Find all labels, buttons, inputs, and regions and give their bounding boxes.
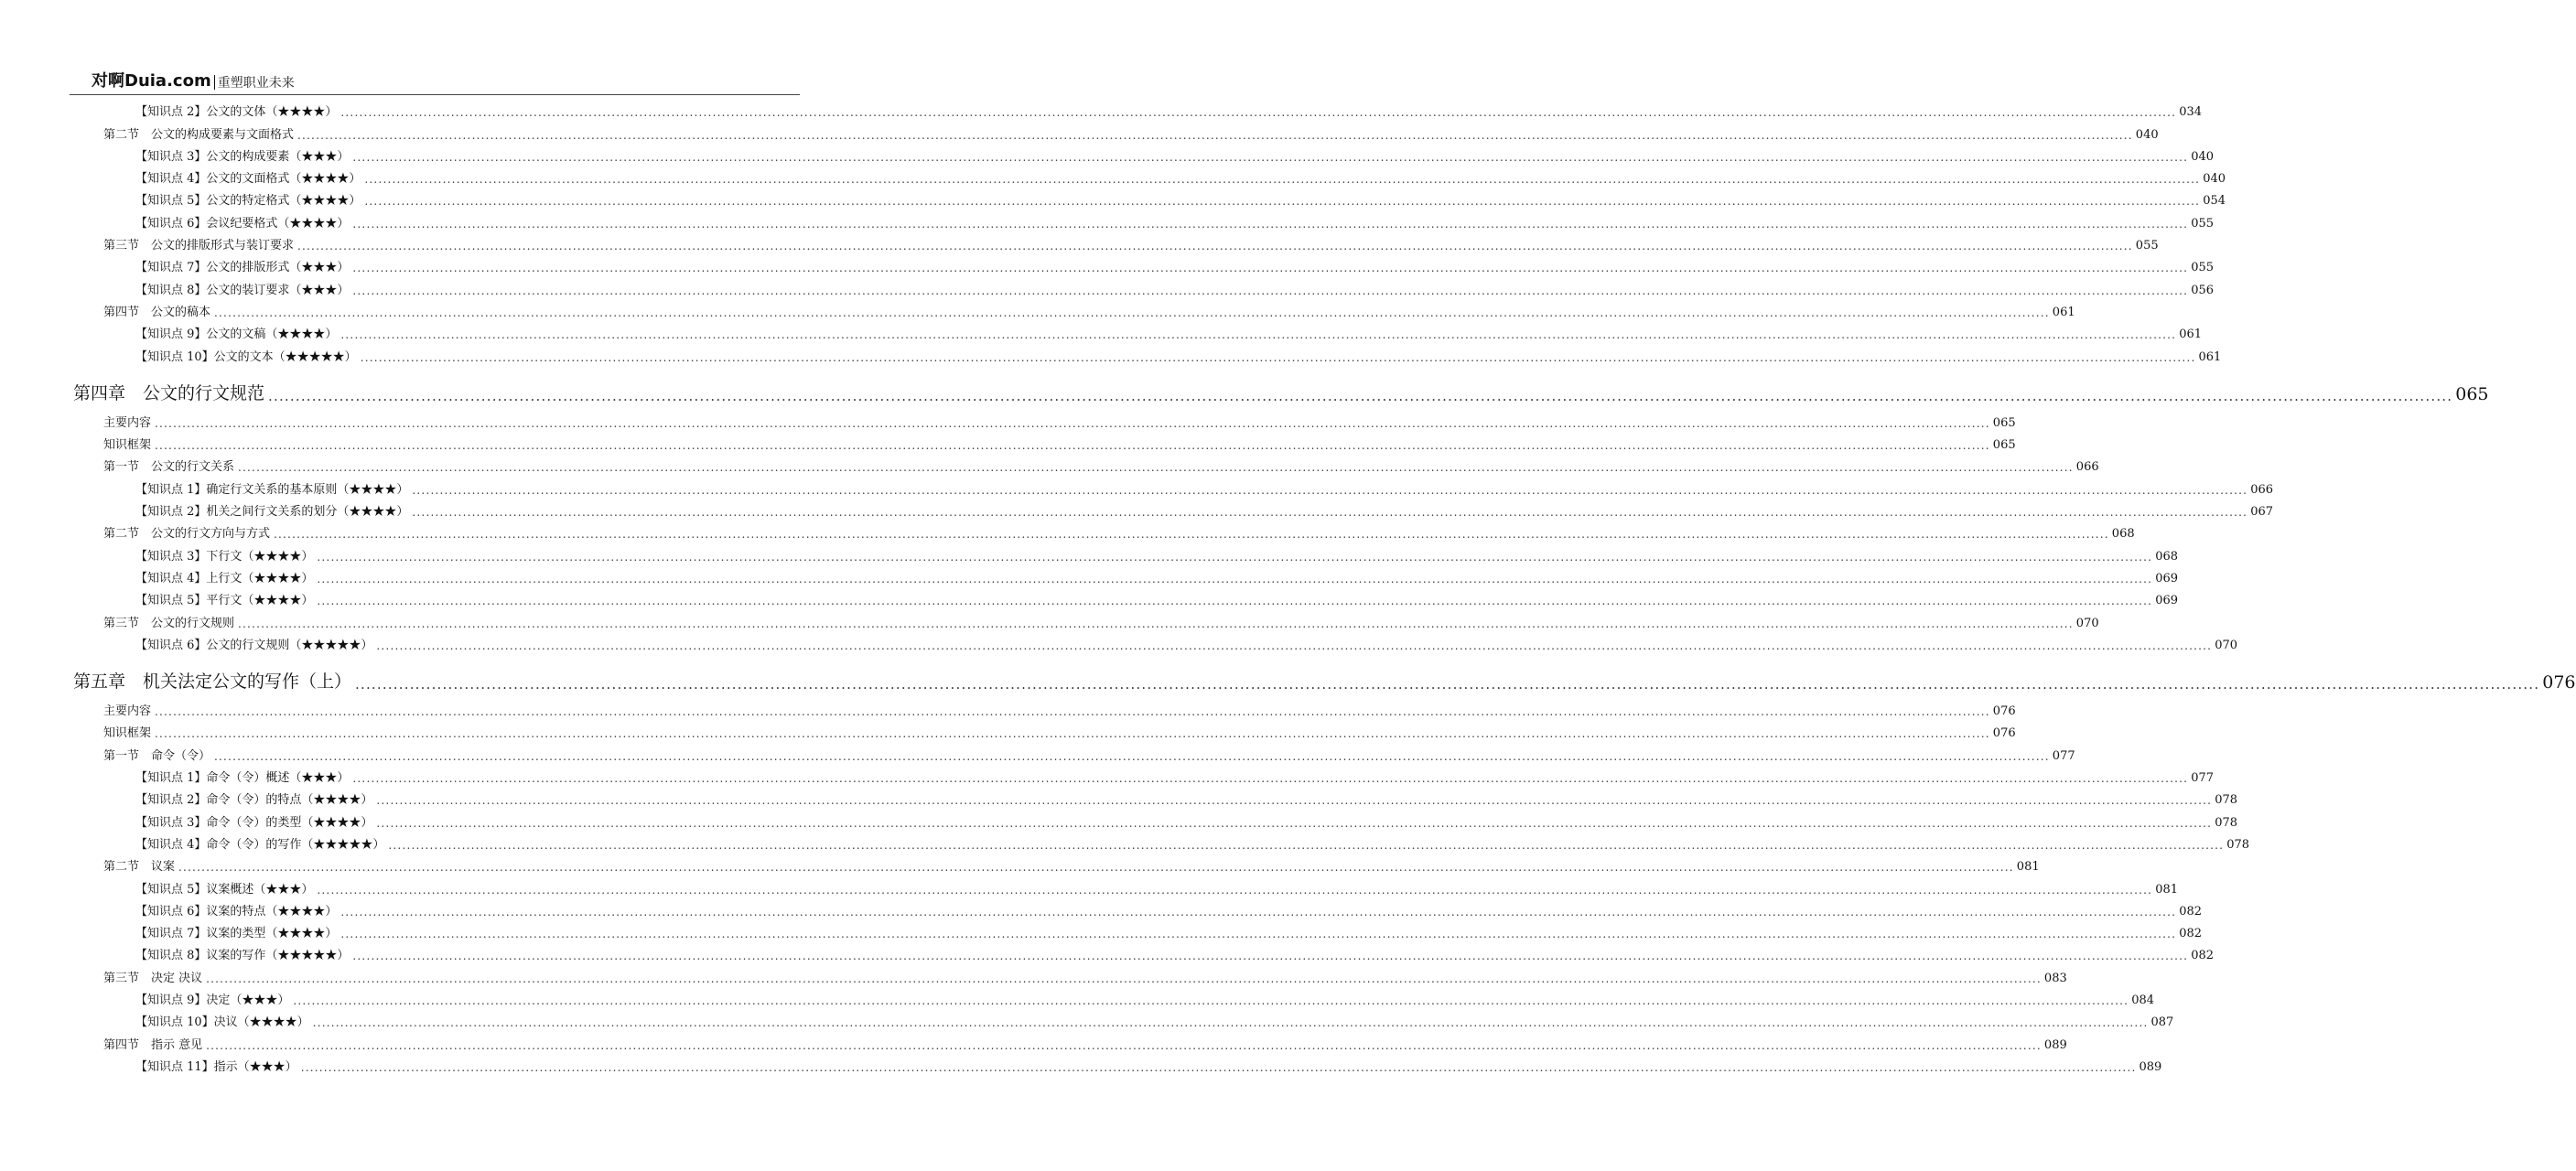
toc-leader-dots: ................................................................................................................................................................................................................................................................................................................................................................................................................ [155,705,1990,719]
toc-entry-title: 第一节 命令（令） [103,748,211,763]
toc-entry-page: 084 [2131,993,2155,1007]
toc-leader-dots: ................................................................................................................................................................................................................................................................................................................................................................................................................ [352,262,2189,275]
toc-entry-title: 第五章 机关法定公文的写作（上） [73,671,352,692]
toc-entry-title: 【知识点 2】公文的文体（★★★★） [135,105,338,120]
toc-leader-dots: ................................................................................................................................................................................................................................................................................................................................................................................................................ [376,639,2213,652]
toc-entry-page: 040 [2203,172,2226,187]
toc-entry-page: 081 [2016,860,2040,875]
toc-entry-point[interactable] [135,940,2215,963]
toc-entry-point[interactable] [135,1007,2174,1030]
toc-entry-title: 主要内容 [103,415,152,430]
toc-entry-point[interactable] [135,252,2215,275]
brand-logo: 对啊Duia.com [92,71,211,91]
toc-entry-title: 知识框架 [103,438,152,453]
toc-leader-dots: ................................................................................................................................................................................................................................................................................................................................................................................................................ [155,439,1990,453]
toc-entry-section[interactable] [103,718,2016,741]
toc-entry-section[interactable] [103,231,2159,253]
toc-entry-section[interactable] [103,452,2099,475]
toc-entry-point[interactable] [135,630,2238,652]
toc-leader-dots: ................................................................................................................................................................................................................................................................................................................................................................................................................ [268,387,2453,404]
toc-entry-page: 067 [2250,505,2274,520]
toc-entry-page: 055 [2191,261,2215,275]
toc-leader-dots: ................................................................................................................................................................................................................................................................................................................................................................................................................ [155,416,1990,430]
toc-entry-point[interactable] [135,897,2203,919]
toc-entry-title: 第三节 公文的排版形式与装订要求 [103,239,295,253]
toc-entry-point[interactable] [135,142,2215,164]
toc-entry-section[interactable] [103,408,2016,430]
toc-entry-point[interactable] [135,919,2203,941]
toc-entry-title: 第一节 公文的行文关系 [103,460,235,475]
toc-entry-page: 070 [2215,638,2238,652]
toc-entry-page: 076 [1992,726,2016,741]
toc-entry-page: 078 [2215,793,2238,808]
toc-entry-page: 077 [2191,771,2215,786]
toc-entry-page: 082 [2179,904,2203,919]
toc-entry-point[interactable] [135,97,2203,120]
toc-entry-section[interactable] [103,696,2016,719]
toc-entry-page: 055 [2191,216,2215,231]
toc-entry-page: 034 [2179,105,2203,120]
toc-leader-dots: ................................................................................................................................................................................................................................................................................................................................................................................................................ [300,1060,2137,1074]
toc-entry-title: 【知识点 2】机关之间行文关系的划分（★★★★） [135,505,409,520]
toc-entry-title: 第二节 议案 [103,860,176,875]
toc-entry-point[interactable] [135,985,2155,1007]
toc-entry-page: 077 [2052,748,2075,763]
toc-entry-point[interactable] [135,319,2203,342]
toc-entry-title: 【知识点 8】议案的写作（★★★★★） [135,949,350,963]
header-separator [214,75,215,90]
toc-entry-page: 065 [2455,383,2489,404]
toc-entry-title: 第四节 指示 意见 [103,1037,203,1052]
toc-leader-dots: ................................................................................................................................................................................................................................................................................................................................................................................................................ [178,861,2014,875]
page-header [92,70,295,91]
toc-leader-dots: ................................................................................................................................................................................................................................................................................................................................................................................................................ [238,461,2074,475]
toc-entry-section[interactable] [103,607,2099,630]
toc-entry-chapter[interactable] [73,660,2576,693]
toc-entry-section[interactable] [103,852,2040,875]
toc-entry-title: 【知识点 1】命令（令）概述（★★★） [135,771,350,786]
toc-entry-section[interactable] [103,297,2075,319]
toc-entry-section[interactable] [103,1029,2067,1052]
toc-leader-dots: ................................................................................................................................................................................................................................................................................................................................................................................................................ [364,195,2201,209]
toc-leader-dots: ................................................................................................................................................................................................................................................................................................................................................................................................................ [412,506,2248,520]
toc-entry-point[interactable] [135,186,2226,209]
header-slogan: 重塑职业未来 [217,76,295,91]
toc-entry-page: 069 [2155,594,2179,608]
toc-entry-page: 076 [1992,704,2016,719]
toc-entry-page: 069 [2155,571,2179,586]
toc-entry-page: 056 [2191,283,2215,297]
toc-entry-section[interactable] [103,119,2159,142]
toc-leader-dots: ................................................................................................................................................................................................................................................................................................................................................................................................................ [360,350,2196,364]
header-rule [70,94,800,95]
toc-entry-point[interactable] [135,564,2179,586]
toc-entry-title: 第二节 公文的行文方向与方式 [103,527,271,542]
toc-entry-title: 第三节 公文的行文规则 [103,616,235,630]
table-of-contents [0,97,2576,1074]
toc-entry-point[interactable] [135,274,2215,297]
toc-entry-point[interactable] [135,474,2274,497]
toc-entry-page: 083 [2043,971,2067,985]
toc-entry-title: 【知识点 4】公文的文面格式（★★★★） [135,172,361,187]
toc-leader-dots: ................................................................................................................................................................................................................................................................................................................................................................................................................ [214,306,2050,319]
toc-entry-point[interactable] [135,763,2215,786]
toc-leader-dots: ................................................................................................................................................................................................................................................................................................................................................................................................................ [340,905,2177,919]
toc-entry-point[interactable] [135,164,2226,187]
toc-entry-title: 【知识点 11】指示（★★★） [135,1059,297,1074]
toc-entry-title: 主要内容 [103,704,152,719]
toc-leader-dots: ................................................................................................................................................................................................................................................................................................................................................................................................................ [297,240,2133,253]
toc-entry-title: 【知识点 4】命令（令）的写作（★★★★★） [135,837,385,852]
toc-leader-dots: ................................................................................................................................................................................................................................................................................................................................................................................................................ [155,727,1990,741]
toc-entry-page: 082 [2179,927,2203,941]
toc-entry-page: 065 [1992,438,2016,453]
toc-entry-page: 089 [2043,1037,2067,1052]
toc-leader-dots: ................................................................................................................................................................................................................................................................................................................................................................................................................ [206,1038,2042,1052]
toc-entry-page: 068 [2155,549,2179,564]
toc-entry-title: 知识框架 [103,726,152,741]
toc-entry-page: 066 [2250,482,2274,497]
toc-leader-dots: ................................................................................................................................................................................................................................................................................................................................................................................................................ [364,173,2201,187]
toc-entry-page: 040 [2135,127,2159,142]
toc-entry-title: 【知识点 7】议案的类型（★★★★） [135,927,338,941]
toc-entry-title: 第四节 公文的稿本 [103,305,211,319]
toc-entry-point[interactable] [135,1052,2162,1074]
toc-entry-point[interactable] [135,497,2274,520]
toc-entry-page: 078 [2215,815,2238,830]
toc-entry-title: 【知识点 3】公文的构成要素（★★★） [135,149,350,164]
toc-entry-point[interactable] [135,874,2179,897]
toc-leader-dots: ................................................................................................................................................................................................................................................................................................................................................................................................................ [340,106,2177,120]
toc-leader-dots: ................................................................................................................................................................................................................................................................................................................................................................................................................ [352,950,2189,963]
toc-leader-dots: ................................................................................................................................................................................................................................................................................................................................................................................................................ [317,550,2153,564]
toc-leader-dots: ................................................................................................................................................................................................................................................................................................................................................................................................................ [352,217,2189,231]
toc-leader-dots: ................................................................................................................................................................................................................................................................................................................................................................................................................ [388,838,2225,852]
toc-leader-dots: ................................................................................................................................................................................................................................................................................................................................................................................................................ [297,128,2133,142]
toc-entry-page: 076 [2542,671,2576,693]
toc-entry-point[interactable] [135,541,2179,564]
toc-entry-section[interactable] [103,962,2067,985]
toc-leader-dots: ................................................................................................................................................................................................................................................................................................................................................................................................................ [312,1016,2149,1030]
toc-entry-page: 089 [2139,1059,2162,1074]
toc-entry-title: 【知识点 2】命令（令）的特点（★★★★） [135,793,373,808]
toc-entry-page: 066 [2075,460,2099,475]
toc-entry-page: 061 [2198,349,2222,364]
toc-entry-title: 【知识点 6】公文的行文规则（★★★★★） [135,638,373,652]
toc-entry-point[interactable] [135,586,2179,608]
toc-leader-dots: ................................................................................................................................................................................................................................................................................................................................................................................................................ [238,617,2074,630]
toc-entry-section[interactable] [103,519,2135,542]
toc-entry-page: 054 [2203,194,2226,209]
toc-leader-dots: ................................................................................................................................................................................................................................................................................................................................................................................................................ [352,284,2189,297]
toc-entry-point[interactable] [135,785,2238,808]
toc-leader-dots: ................................................................................................................................................................................................................................................................................................................................................................................................................ [293,994,2129,1007]
toc-leader-dots: ................................................................................................................................................................................................................................................................................................................................................................................................................ [376,794,2213,808]
toc-leader-dots: ................................................................................................................................................................................................................................................................................................................................................................................................................ [352,772,2189,786]
toc-entry-section[interactable] [103,740,2075,763]
toc-entry-title: 【知识点 4】上行文（★★★★） [135,571,314,586]
toc-entry-point[interactable] [135,830,2250,852]
toc-leader-dots: ................................................................................................................................................................................................................................................................................................................................................................................................................ [412,483,2248,497]
toc-entry-title: 【知识点 10】决议（★★★★） [135,1015,309,1030]
toc-entry-title: 【知识点 10】公文的文本（★★★★★） [135,349,357,364]
toc-entry-point[interactable] [135,208,2215,231]
toc-entry-page: 068 [2111,527,2135,542]
toc-entry-title: 【知识点 3】下行文（★★★★） [135,549,314,564]
toc-entry-title: 【知识点 5】议案概述（★★★） [135,882,314,897]
toc-leader-dots: ................................................................................................................................................................................................................................................................................................................................................................................................................ [340,328,2177,342]
toc-entry-page: 087 [2150,1015,2174,1030]
toc-leader-dots: ................................................................................................................................................................................................................................................................................................................................................................................................................ [352,150,2189,164]
toc-entry-page: 065 [1992,415,2016,430]
toc-entry-page: 070 [2075,616,2099,630]
toc-leader-dots: ................................................................................................................................................................................................................................................................................................................................................................................................................ [376,816,2213,830]
toc-entry-page: 040 [2191,149,2215,164]
toc-leader-dots: ................................................................................................................................................................................................................................................................................................................................................................................................................ [340,928,2177,941]
toc-leader-dots: ................................................................................................................................................................................................................................................................................................................................................................................................................ [206,972,2042,985]
toc-entry-page: 061 [2179,328,2203,342]
toc-entry-chapter[interactable] [73,371,2489,404]
toc-entry-title: 第四章 公文的行文规范 [73,382,265,403]
toc-entry-point[interactable] [135,807,2238,830]
toc-entry-title: 第三节 决定 决议 [103,971,203,985]
toc-entry-title: 【知识点 1】确定行文关系的基本原则（★★★★） [135,482,409,497]
toc-entry-title: 【知识点 6】会议纪要格式（★★★★） [135,216,350,231]
toc-leader-dots: ................................................................................................................................................................................................................................................................................................................................................................................................................ [317,595,2153,608]
toc-leader-dots: ................................................................................................................................................................................................................................................................................................................................................................................................................ [317,883,2153,897]
toc-entry-page: 055 [2135,239,2159,253]
toc-leader-dots: ................................................................................................................................................................................................................................................................................................................................................................................................................ [355,675,2540,693]
toc-entry-title: 【知识点 9】公文的文稿（★★★★） [135,328,338,342]
toc-entry-title: 【知识点 8】公文的装订要求（★★★） [135,283,350,297]
toc-entry-page: 081 [2155,882,2179,897]
toc-entry-title: 【知识点 6】议案的特点（★★★★） [135,904,338,919]
toc-entry-point[interactable] [135,341,2222,364]
toc-leader-dots: ................................................................................................................................................................................................................................................................................................................................................................................................................ [274,528,2109,542]
toc-entry-title: 【知识点 7】公文的排版形式（★★★） [135,261,350,275]
toc-leader-dots: ................................................................................................................................................................................................................................................................................................................................................................................................................ [317,572,2153,586]
toc-entry-page: 082 [2191,949,2215,963]
toc-leader-dots: ................................................................................................................................................................................................................................................................................................................................................................................................................ [214,749,2050,763]
toc-entry-title: 【知识点 3】命令（令）的类型（★★★★） [135,815,373,830]
toc-entry-title: 第二节 公文的构成要素与文面格式 [103,127,295,142]
toc-entry-section[interactable] [103,430,2016,453]
toc-entry-title: 【知识点 9】决定（★★★） [135,993,290,1007]
toc-entry-page: 061 [2052,305,2075,319]
toc-entry-title: 【知识点 5】平行文（★★★★） [135,594,314,608]
toc-entry-page: 078 [2226,837,2250,852]
toc-entry-title: 【知识点 5】公文的特定格式（★★★★） [135,194,361,209]
